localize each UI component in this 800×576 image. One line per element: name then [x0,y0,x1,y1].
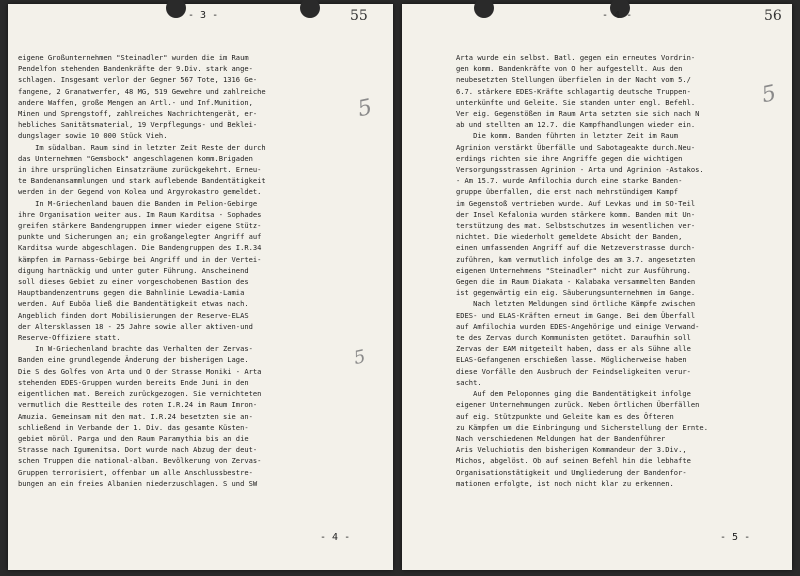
text-line: Hauptbandenzentrums gegen die Bahnlinie Lewadia-Lamia [18,288,245,298]
page-header: - 3 - [188,10,219,21]
text-line: Banden eine grundlegende Änderung der bisherigen Lage. [18,355,249,365]
document-page-right [402,4,792,570]
text-line: EDES- und ELAS-Kräften erneut im Gange. Bei dem Überfall [456,310,696,320]
text-line: kämpfen im Parnass-Gebirge bei Angriff und in der Vertei- [18,254,262,264]
text-line: Die S des Golfes von Arta und O der Strasse Moniki - Arta [18,366,262,376]
page-header: - 4 - [602,10,633,21]
punch-hole [300,0,320,18]
text-line: Aris Veluchiotis den bisherigen Kommandeur der 3.Div., [456,445,687,455]
text-line: - Am 15.7. wurde Amfilochia durch eine starke Banden- [456,176,683,186]
text-line: werden in der Gegend von Kolea und Argyrokastro gemeldet. [18,187,262,197]
page-footer: - 5 - [720,532,751,543]
text-line: schen Truppen die national-alban. Bevölkerung von Zervas- [18,456,262,466]
text-line: fangene, 2 Granatwerfer, 48 MG, 519 Gewehre und zahlreiche [18,86,266,96]
text-line: greifen stärkere Bandengruppen immer wieder eigene Stütz- [18,221,262,231]
text-line: bungen an ein freies Albanien niederzuschlagen. S und SW [18,478,258,488]
text-line: zu Kämpfen um die Einbringung und Sicherstellung der Ernte. [456,422,708,432]
text-line: auf eig. Stützpunkte und Geleite kam es des Öfteren [456,411,674,421]
text-line: Amuzia. Gemeinsam mit den mat. I.R.24 besetzten sie an- [18,411,253,421]
text-line: werden. Auf Euböa ließ die Bandentätigkeit etwas nach. [18,299,249,309]
text-line: Arta wurde ein selbst. Batl. gegen ein erneutes Vordrin- [456,53,696,62]
text-line: terstützung des mat. Selbstschutzes im wesentlichen ver- [456,221,696,231]
text-line: nichtet. Die wiederholt gemeldete Absicht der Banden, [456,232,683,242]
margin-annotation: 5 [759,80,779,109]
page-body [18,52,266,489]
text-line: mationen erfolgte, ist noch nicht klar zu erkennen. [456,478,674,488]
punch-hole [166,0,186,18]
text-line: Strasse nach Igumenitsa. Dort wurde nach Abzug der deut- [18,445,258,455]
text-line: schließend in Verbande der 1. Div. das gesamte Küsten- [18,422,249,432]
text-line: schlagen. Insgesamt verlor der Gegner 567 Tote, 1316 Ge- [18,75,258,85]
text-line: Zervas der EAM mitgeteilt haben, dass er als Sühne alle [456,344,691,354]
text-line: Nach verschiedenen Meldungen hat der Bandenführer [456,433,666,443]
text-line: der Altersklassen 18 - 25 Jahre sowie aller aktiven-und [18,321,253,331]
text-line: das Unternehmen "Gemsbock" angeschlagenen komm.Brigaden [18,153,253,163]
text-line: gebiet mörül. Parga und den Raum Paramythia bis an die [18,433,249,443]
text-line: Versorgungsstrassen Agrinion - Arta und Agrinion -Astakos. [456,165,704,175]
text-line: Auf dem Peloponnes ging die Bandentätigkeit infolge [456,389,691,399]
text-line: eigene Großunternehmen "Steinadler" wurden die im Raum [18,53,249,62]
text-line: soll dieses Gebiet zu einer vorgeschobenen Bastion des [18,277,249,287]
text-line: andere Waffen, große Mengen an Artl.- und Inf.Munition, [18,97,253,107]
text-line: Nach letzten Meldungen sind örtliche Kämpfe zwischen [456,299,696,309]
text-line: zuführen, kam vermutlich infolge des am 3.7. angesetzten [456,254,696,264]
text-line: Angeblich finden dort Mobilisierungen der Reserve-ELAS [18,310,249,320]
text-line: gruppe überfallen, die erst nach mehrstündigem Kampf [456,187,679,197]
text-line: Minen und Sprengstoff, zahlreiches Nachrichtengerät, er- [18,109,258,119]
text-line: unterkünfte und Geleite. Sie standen unter engl. Befehl. [456,97,696,107]
text-line: auf Amfilochia wurden EDES-Angehörige und einige Verwand- [456,321,700,331]
text-line: ihre Organisation weiter aus. Im Raum Karditsa - Sophades [18,209,262,219]
text-line: Gruppen terrorisiert, offenbar um alle Anschlussbestre- [18,467,253,477]
punch-hole [474,0,494,18]
text-line: 6.7. stärkere EDES-Kräfte schlagartig deutsche Truppen- [456,86,691,96]
margin-annotation: 5 [351,346,368,369]
text-line: ELAS-Gefangenen erschießen lasse. Möglicherweise haben [456,355,687,365]
text-line: Michos, abgelöst. Ob auf seinen Befehl hin die lebhafte [456,456,691,466]
text-line: sacht. [456,377,482,387]
text-line: hebliches Sanitätsmaterial, 19 Verpflegungs- und Beklei- [18,120,258,130]
text-line: Agrinion verstärkt Überfälle und Sabotageakte durch.Neu- [456,142,696,152]
text-line: punkte und Sicherungen an; ein großangelegter Angriff auf [18,232,262,242]
text-line: Ver eig. Gegenstößen im Raum Arta setzten sie sich nach N [456,109,700,119]
text-line: In W-Griechenland brachte das Verhalten der Zervas- [18,344,253,354]
text-line: Karditsa wurde abgeschlagen. Die Bandengruppen des I.R.34 [18,243,262,253]
text-line: Im südalban. Raum sind in letzter Zeit Reste der durch [18,142,266,152]
text-line: eigenen Unternehmens "Steinadler" nicht zur Ausführung. [456,265,691,275]
text-line: In M-Griechenland bauen die Banden im Pelion-Gebirge [18,198,258,208]
text-line: erdings richten sie ihre Angriffe gegen die wichtigen [456,153,683,163]
text-line: eigener Unternehmungen zurück. Neben örtlichen Überfällen [456,400,700,410]
text-line: te Bandenansammlungen und stark auflebende Bandentätigkeit [18,176,266,186]
text-line: dungslager sowie 10 000 Stück Vieh. [18,131,168,141]
page-body [456,52,708,489]
folio-number: 55 [350,8,368,24]
text-line: gen komm. Bandenkräfte von O her aufgestellt. Aus den [456,64,683,74]
text-line: vermutlich die Restteile des roten I.R.24 im Raum Imron- [18,400,258,410]
text-line: Gegen die im Raum Diakata - Kalabaka versammelten Banden [456,277,696,287]
text-line: stehenden EDES-Gruppen wurden bereits Ende Juni in den [18,377,249,387]
text-line: diese Vorfälle den Ausbruch der Feindseligkeiten verur- [456,366,691,376]
text-line: im Gegenstoß vertrieben wurde. Auf Levkas und im SO-Teil [456,198,696,208]
folio-number: 56 [764,8,782,24]
text-line: Organisationstätigkeit und Umgliederung der Bandenfor- [456,467,687,477]
page-footer: - 4 - [320,532,351,543]
text-line: digung hartnäckig und unter guter Führung. Anscheinend [18,265,249,275]
document-page-left [8,4,393,570]
margin-annotation: 5 [355,94,375,123]
text-line: Die komm. Banden führten in letzter Zeit im Raum [456,131,679,141]
text-line: einen umfassenden Angriff auf die Netzeverstrasse durch- [456,243,696,253]
text-line: der Insel Kefalonia wurden stärkere komm. Banden mit Un- [456,209,696,219]
text-line: neubesetzten Stellungen überfielen in der Nacht vom 5./ [456,75,691,85]
text-line: te des Zervas durch Kommunisten getötet. Daraufhin soll [456,333,691,343]
text-line: Pendelfon stehenden Bandenkräfte der 9.Div. stark ange- [18,64,253,74]
text-line: ist gegenwärtig ein eig. Säuberungsunternehmen im Gange. [456,288,696,298]
text-line: ab und stellten am 12.7. die Kampfhandlungen wieder ein. [456,120,696,130]
text-line: in ihre ursprünglichen Einsatzräume zurückgekehrt. Erneu- [18,165,262,175]
text-line: Reserve-Offiziere statt. [18,333,121,343]
text-line: eigentlichen mat. Bereich zurückgezogen. Sie vernichteten [18,389,262,399]
